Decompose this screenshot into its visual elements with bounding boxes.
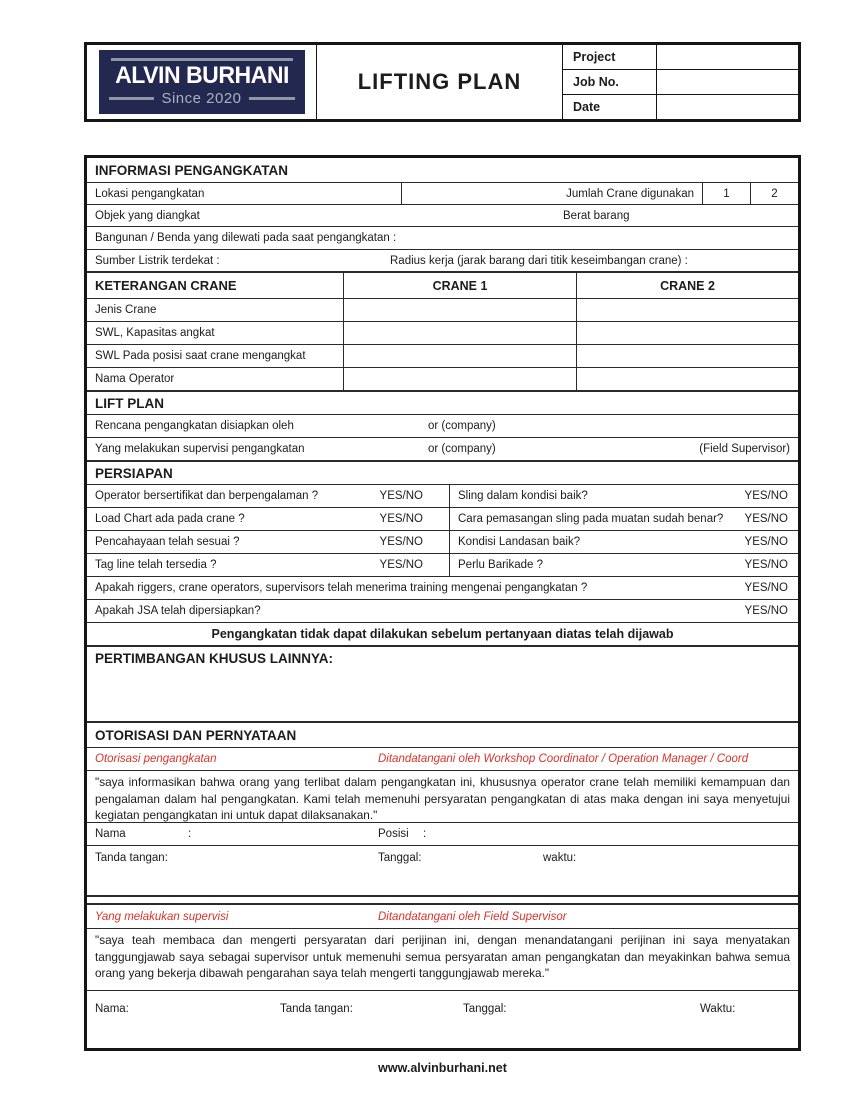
otorisasi-pengangkatan-label: Otorisasi pengangkatan: [95, 753, 217, 765]
sumber-listrik-label[interactable]: Sumber Listrik terdekat :: [95, 254, 220, 267]
row-nama-posisi: [87, 822, 798, 845]
question-tag-line: Tag line telah tersedia ?: [95, 559, 217, 571]
final-tanggal-label: Tanggal:: [463, 1003, 507, 1015]
logo-since-row: [109, 90, 295, 107]
nama-colon: :: [188, 828, 192, 840]
date-label: Date: [573, 100, 601, 114]
rencana-disiapkan-label[interactable]: Rencana pengangkatan disiapkan oleh: [95, 420, 294, 432]
logo-since-text: Since 2020: [161, 89, 242, 107]
yesno-kondisi-landasan[interactable]: YES/NO: [744, 536, 788, 548]
company-logo: [99, 50, 305, 114]
pertimbangan-notes-area[interactable]: [87, 645, 798, 721]
yesno-training[interactable]: YES/NO: [744, 582, 788, 594]
yesno-operator-cert[interactable]: YES/NO: [379, 490, 423, 502]
field-supervisor-label: (Field Supervisor): [699, 443, 790, 455]
nama-operator-crane2-cell[interactable]: [576, 368, 798, 390]
persiapan-full-row-2: [87, 599, 798, 622]
row-rencana-disiapkan: [87, 414, 798, 437]
question-load-chart: Load Chart ada pada crane ?: [95, 513, 245, 525]
otorisasi-subheader-2: [87, 903, 798, 928]
swl-posisi-crane1-cell[interactable]: [343, 345, 576, 367]
jumlah-crane-label: Jumlah Crane digunakan: [401, 183, 702, 204]
tanda-tangan-label: Tanda tangan:: [95, 852, 168, 864]
question-kondisi-landasan: Kondisi Landasan baik?: [458, 536, 581, 548]
persiapan-right-2: [449, 508, 798, 530]
persiapan-full-row-1: [87, 576, 798, 599]
website-footer: www.alvinburhani.net: [378, 1061, 507, 1075]
row-bangunan: [87, 226, 798, 249]
jobno-value-cell[interactable]: [656, 70, 798, 94]
row-lokasi: [87, 182, 798, 204]
rencana-company-label[interactable]: or (company): [428, 420, 496, 432]
question-jsa: Apakah JSA telah dipersiapkan?: [95, 605, 261, 617]
yesno-pencahayaan[interactable]: YES/NO: [379, 536, 423, 548]
yesno-tag-line[interactable]: YES/NO: [379, 559, 423, 571]
bangunan-label[interactable]: Bangunan / Benda yang dilewati pada saat pengangkatan :: [95, 232, 397, 244]
lifting-plan-form: [84, 0, 801, 1075]
radius-kerja-label[interactable]: Radius kerja (jarak barang dari titik keseimbangan crane) :: [390, 254, 688, 267]
berat-label[interactable]: Berat barang: [563, 209, 630, 222]
header-field-project: [563, 45, 798, 69]
logo-cell: [87, 45, 316, 119]
pertimbangan-title: PERTIMBANGAN KHUSUS LAINNYA:: [95, 651, 334, 666]
persiapan-notice: Pengangkatan tidak dapat dilakukan sebelum pertanyaan diatas telah dijawab: [87, 622, 798, 645]
keterangan-crane-header: [87, 271, 798, 298]
swl-kapasitas-label: SWL, Kapasitas angkat: [95, 327, 215, 339]
form-header: [84, 42, 801, 122]
section-lift-plan-title: LIFT PLAN: [87, 390, 798, 414]
section-otorisasi-title: OTORISASI DAN PERNYATAAN: [87, 721, 798, 747]
otorisasi-statement-2: "saya teah membaca dan mengerti persyaratan dari perijinan ini, dengan menandatangani perijinan ini saya menyatakan tanggungjawab saya sebagai supervisor untuk memenuhi semua persyaratan aman pengangkatan dan meyakinkan bahwa semua orang yang bekerja dibawah pengarahan saya telah mengerti tanggungjawab mereka.": [87, 928, 798, 990]
ditandatangani-coordinator-label: Ditandatangani oleh Workshop Coordinator / Operation Manager / Coord: [378, 753, 749, 765]
posisi-colon: :: [423, 828, 427, 840]
crane-count-option-2[interactable]: 2: [750, 183, 798, 204]
question-pencahayaan: Pencahayaan telah sesuai ?: [95, 536, 240, 548]
crane2-column-header: CRANE 2: [576, 273, 798, 298]
supervisi-company-label[interactable]: or (company): [428, 443, 496, 455]
yang-melakukan-supervisi-label: Yang melakukan supervisi: [95, 910, 229, 923]
persiapan-left-3: [87, 531, 449, 553]
persiapan-right-3: [449, 531, 798, 553]
swl-posisi-crane2-cell[interactable]: [576, 345, 798, 367]
nama-operator-label: Nama Operator: [95, 373, 175, 385]
persiapan-right-4: [449, 554, 798, 576]
section-divider: [87, 895, 798, 903]
objek-label[interactable]: Objek yang diangkat: [95, 209, 200, 222]
final-waktu-label: Waktu:: [700, 1003, 736, 1015]
ditandatangani-field-supervisor-label: Ditandatangani oleh Field Supervisor: [378, 910, 567, 923]
yesno-jsa[interactable]: YES/NO: [744, 605, 788, 617]
persiapan-right-1: [449, 485, 798, 507]
yesno-perlu-barikade[interactable]: YES/NO: [744, 559, 788, 571]
lokasi-label[interactable]: Lokasi pengangkatan: [95, 187, 205, 200]
header-field-jobno: [563, 69, 798, 94]
nama-operator-crane1-cell[interactable]: [343, 368, 576, 390]
keterangan-crane-title: KETERANGAN CRANE: [95, 278, 237, 293]
row-jenis-crane: [87, 298, 798, 321]
waktu-label: waktu:: [543, 852, 577, 864]
logo-rule-left: [109, 97, 155, 100]
row-sumber-listrik: [87, 249, 798, 271]
question-perlu-barikade: Perlu Barikade ?: [458, 559, 544, 571]
persiapan-row-1: [87, 484, 798, 507]
row-signature-2[interactable]: [87, 990, 798, 1048]
date-value-cell[interactable]: [656, 95, 798, 119]
yang-supervisi-label[interactable]: Yang melakukan supervisi pengangkatan: [95, 443, 305, 455]
persiapan-left-1: [87, 485, 449, 507]
nama-label[interactable]: Nama: [95, 828, 126, 840]
row-objek: [87, 204, 798, 226]
yesno-load-chart[interactable]: YES/NO: [379, 513, 423, 525]
swl-kapasitas-crane2-cell[interactable]: [576, 322, 798, 344]
header-field-date: [563, 94, 798, 119]
section-persiapan-title: PERSIAPAN: [87, 460, 798, 484]
final-tanda-tangan-label: Tanda tangan:: [280, 1003, 353, 1015]
project-value-cell[interactable]: [656, 45, 798, 69]
persiapan-row-3: [87, 530, 798, 553]
section-informasi-title: INFORMASI PENGANGKATAN: [95, 162, 288, 178]
question-operator-cert: Operator bersertifikat dan berpengalaman ?: [95, 490, 319, 502]
row-yang-supervisi: [87, 437, 798, 460]
yesno-sling-kondisi[interactable]: YES/NO: [744, 490, 788, 502]
question-sling-kondisi: Sling dalam kondisi baik?: [458, 490, 588, 502]
header-fields: [562, 45, 798, 119]
crane1-column-header: CRANE 1: [343, 273, 576, 298]
jobno-label: Job No.: [573, 75, 619, 89]
crane-count-option-1[interactable]: 1: [702, 183, 750, 204]
swl-posisi-label: SWL Pada posisi saat crane mengangkat: [95, 350, 306, 362]
jenis-crane-crane1-cell[interactable]: [343, 299, 576, 321]
project-label: Project: [573, 50, 616, 64]
logo-company-name: ALVIN BURHANI: [114, 61, 289, 89]
persiapan-row-4: [87, 553, 798, 576]
otorisasi-subheader-1: [87, 747, 798, 770]
logo-rule-right: [249, 97, 295, 100]
logo-top-rule: [111, 58, 293, 61]
persiapan-left-4: [87, 554, 449, 576]
row-swl-kapasitas: [87, 321, 798, 344]
jenis-crane-crane2-cell[interactable]: [576, 299, 798, 321]
row-signature-1[interactable]: [87, 845, 798, 895]
question-training: Apakah riggers, crane operators, supervisors telah menerima training mengenai pengangkatan ?: [95, 582, 588, 594]
otorisasi-statement-1: "saya informasikan bahwa orang yang terlibat dalam pengangkatan ini, khususnya operator crane telah memiliki kemampuan dan pengalaman dalam hal pengangkatan. Kami telah memenuhi persyaratan pengangkatan di atas maka dengan ini saya menyetujui kegiatan pengangkatan ini untuk dapat dilaksanakan.": [87, 770, 798, 822]
form-title: LIFTING PLAN: [316, 45, 562, 119]
tanggal-label: Tanggal:: [378, 852, 422, 864]
posisi-label[interactable]: Posisi: [378, 828, 409, 840]
question-cara-pemasangan: Cara pemasangan sling pada muatan sudah benar?: [458, 513, 724, 525]
swl-kapasitas-crane1-cell[interactable]: [343, 322, 576, 344]
yesno-cara-pemasangan[interactable]: YES/NO: [744, 513, 788, 525]
row-nama-operator: [87, 367, 798, 390]
persiapan-row-2: [87, 507, 798, 530]
form-body: [84, 155, 801, 1051]
jenis-crane-label: Jenis Crane: [95, 304, 157, 316]
persiapan-left-2: [87, 508, 449, 530]
row-swl-posisi: [87, 344, 798, 367]
final-nama-label: Nama:: [95, 1003, 129, 1015]
